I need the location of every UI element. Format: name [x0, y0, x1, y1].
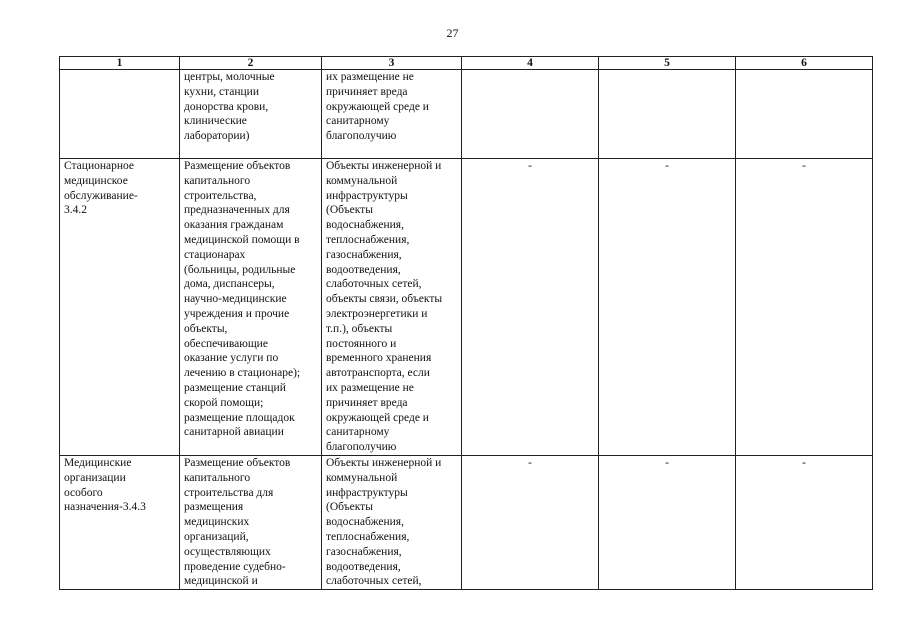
zoning-table: [59, 56, 873, 590]
column-header-4: 4: [462, 57, 599, 70]
cell-col-4: -: [462, 455, 599, 589]
cell-col-6: -: [736, 159, 873, 456]
page-number: 27: [446, 26, 459, 40]
cell-col-5: -: [599, 159, 736, 456]
cell-col-6: [736, 70, 873, 159]
cell-use-type: Стационарное медицинское обслуживание- 3.4.2: [60, 159, 180, 456]
table-header-row: [60, 57, 873, 70]
cell-auxiliary-objects: Объекты инженерной и коммунальной инфраструктуры (Объекты водоснабжения, теплоснабжения, газоснабжения, водоотведения, слаботочных сетей, объекты связи, объекты электроэнергетики и т.п.), объекты постоянного и временного хранения автотранспорта, если их размещение не причиняет вреда окружающей среде и санитарному благополучию: [322, 159, 462, 456]
table-row: [60, 159, 873, 456]
column-header-6: 6: [736, 57, 873, 70]
column-header-5: 5: [599, 57, 736, 70]
cell-use-type: Медицинские организации особого назначения-3.4.3: [60, 455, 180, 589]
cell-auxiliary-objects: их размещение не причиняет вреда окружающей среде и санитарному благополучию: [322, 70, 462, 159]
cell-col-5: [599, 70, 736, 159]
cell-auxiliary-objects: Объекты инженерной и коммунальной инфраструктуры (Объекты водоснабжения, теплоснабжения, газоснабжения, водоотведения, слаботочных сетей,: [322, 455, 462, 589]
cell-description: центры, молочные кухни, станции донорства крови, клинические лаборатории): [180, 70, 322, 159]
table-row: [60, 70, 873, 159]
column-header-1: 1: [60, 57, 180, 70]
cell-use-type: [60, 70, 180, 159]
cell-description: Размещение объектов капитального строительства для размещения медицинских организаций, осуществляющих проведение судебно- медицинской и: [180, 455, 322, 589]
table-row: [60, 455, 873, 589]
cell-description: Размещение объектов капитального строительства, предназначенных для оказания гражданам медицинской помощи в стационарах (больницы, родильные дома, диспансеры, научно-медицинские учреждения и прочие объекты, обеспечивающие оказание услуги по лечению в стационаре); размещение станций скорой помощи; размещение площадок санитарной авиации: [180, 159, 322, 456]
cell-col-4: -: [462, 159, 599, 456]
column-header-3: 3: [322, 57, 462, 70]
cell-col-5: -: [599, 455, 736, 589]
column-header-2: 2: [180, 57, 322, 70]
cell-col-6: -: [736, 455, 873, 589]
cell-col-4: [462, 70, 599, 159]
